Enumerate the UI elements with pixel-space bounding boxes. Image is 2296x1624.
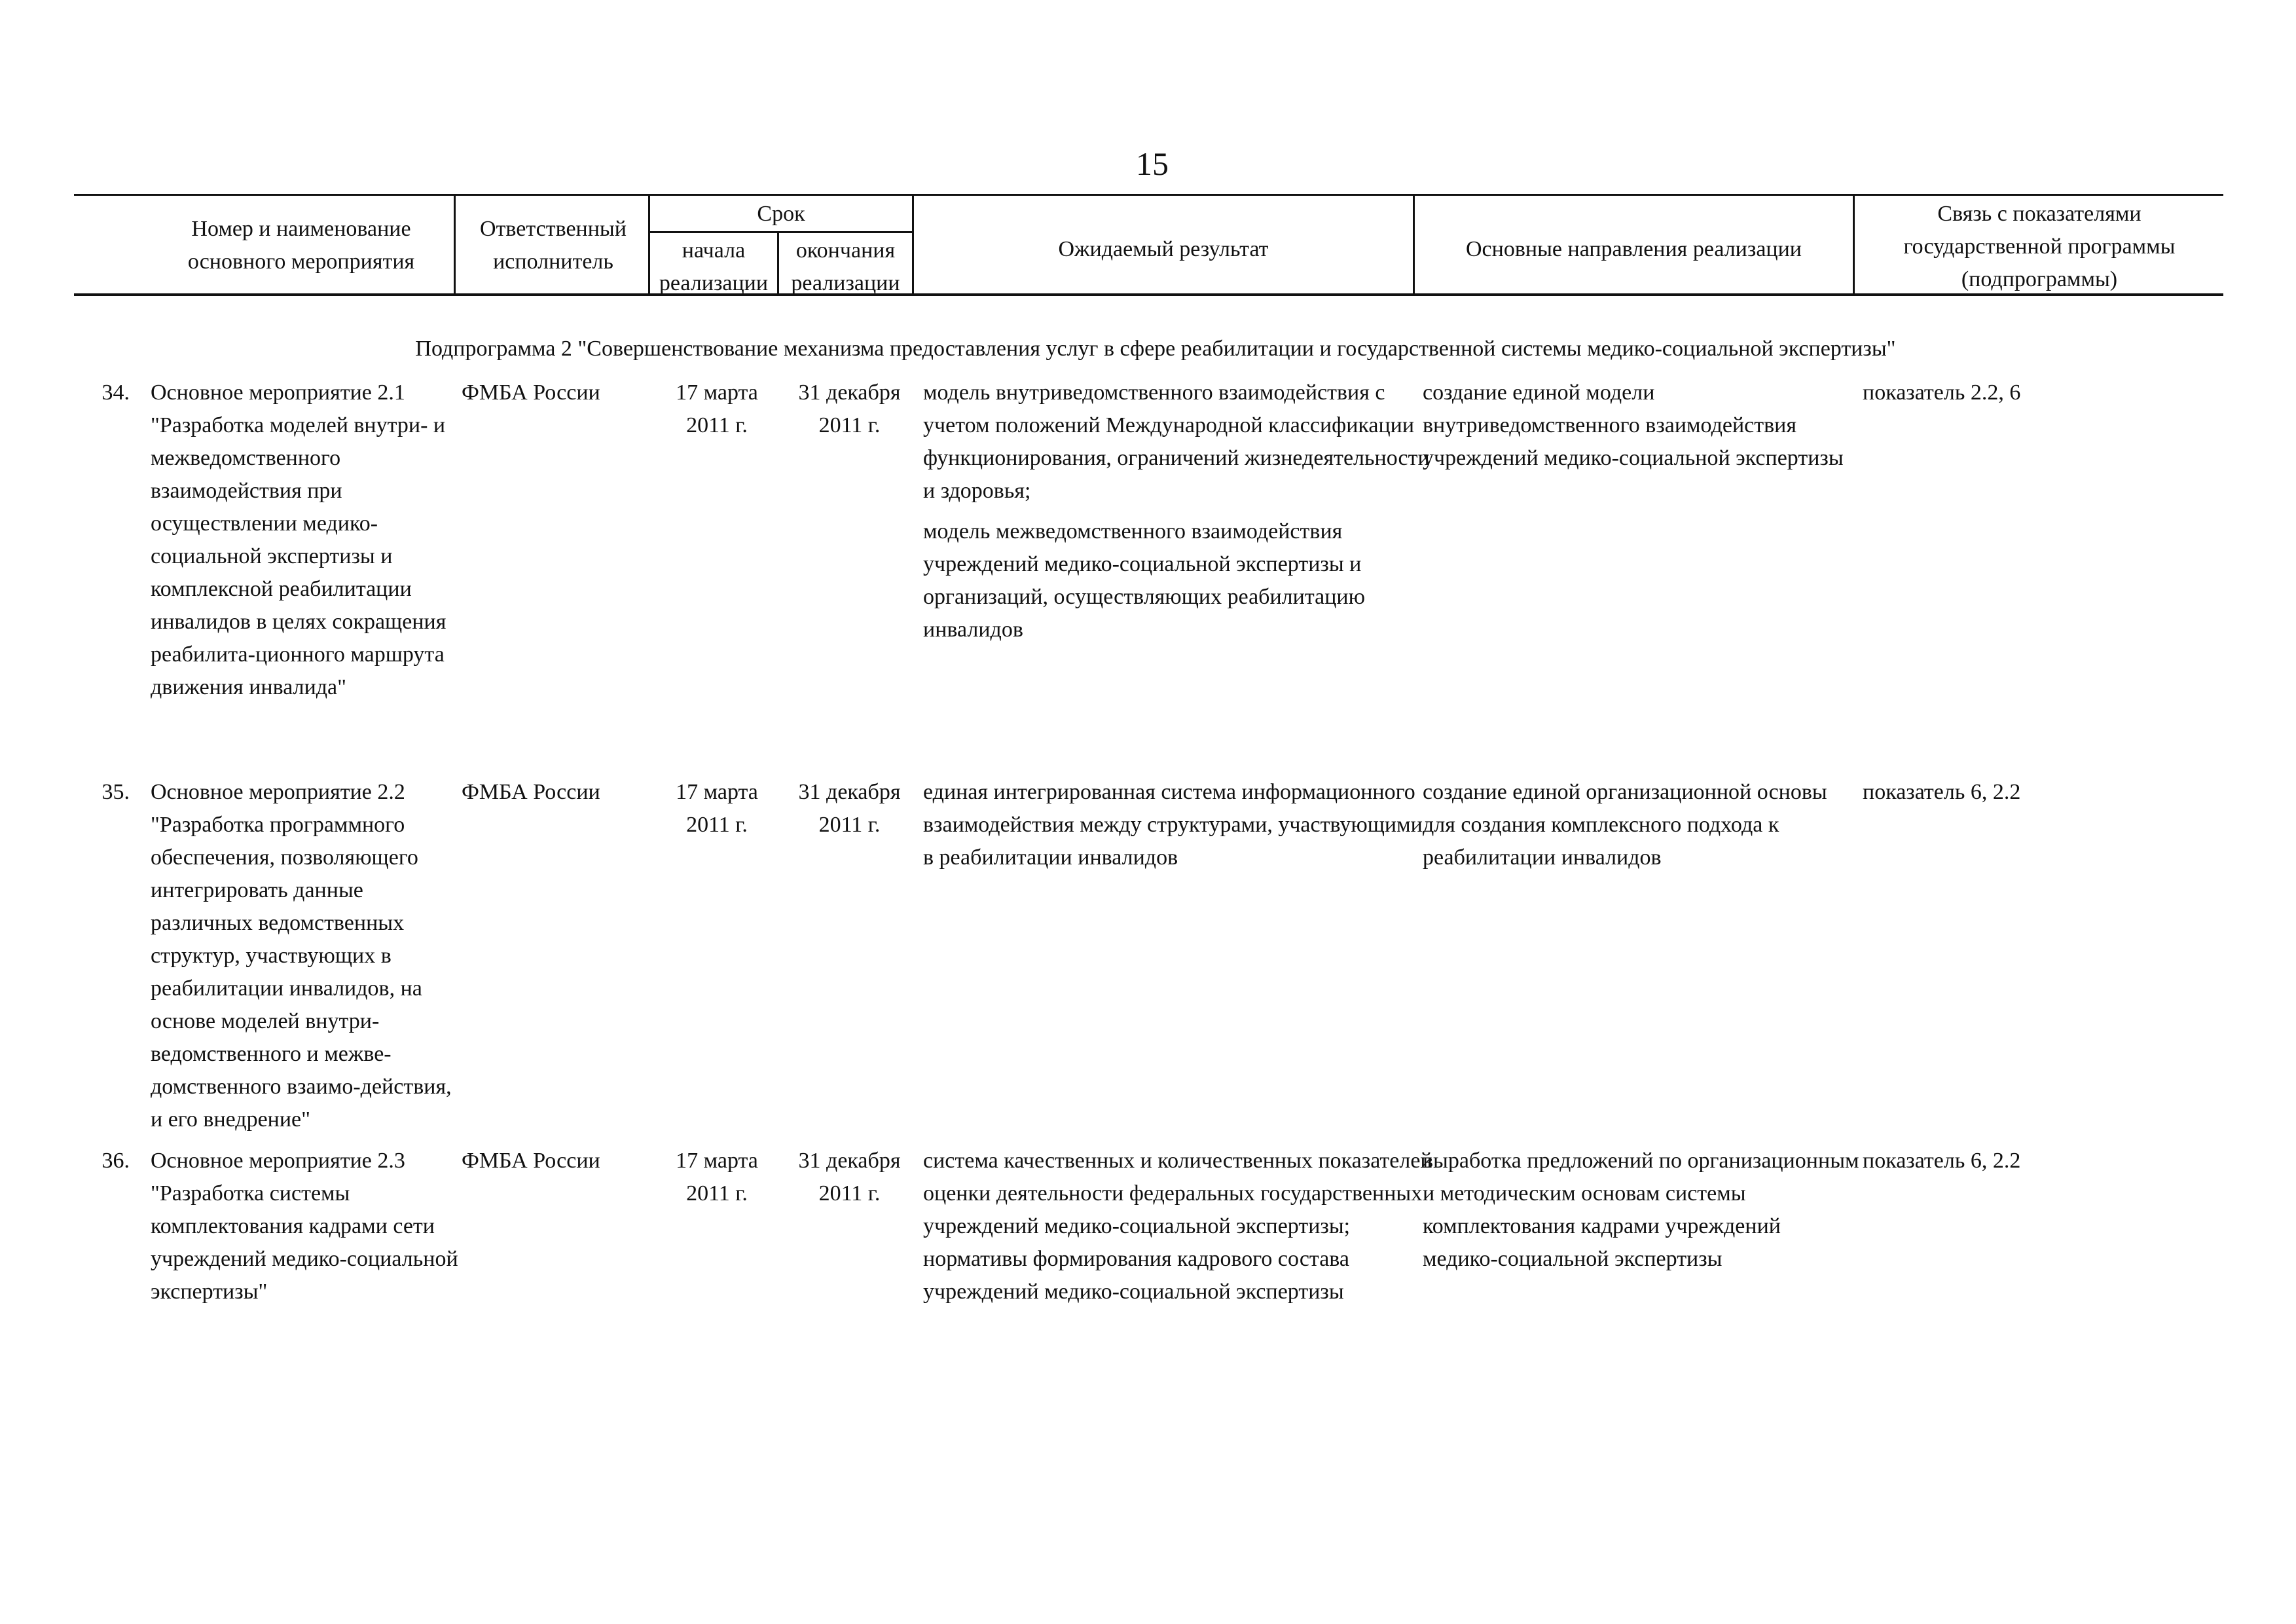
row-end: 31 декабря 2011 г. bbox=[798, 1149, 901, 1206]
header-link: Связь с показателями государственной программы (подпрограммы) bbox=[1903, 202, 2176, 291]
row-executor: ФМБА России bbox=[462, 1149, 600, 1173]
row-name: Основное мероприятие 2.1 "Разработка моделей внутри- и межведомственного взаимодействия при осуществлении медико-социальной экспертизы и комплексной реабилитации инвалидов в целях сокращения реабилита-ционного маршрута движения инвалида" bbox=[151, 380, 446, 699]
header-start: начала реализации bbox=[659, 238, 769, 295]
row-link: показатель 6, 2.2 bbox=[1863, 1149, 2021, 1173]
row-executor: ФМБА России bbox=[462, 380, 600, 405]
row-number: 35. bbox=[101, 780, 130, 804]
row-number: 34. bbox=[101, 380, 130, 405]
row-directions: выработка предложений по организационным и методическим основам системы комплектования кадрами учреждений медико-социальной экспертизы bbox=[1423, 1149, 1859, 1271]
header-executor: Ответственный исполнитель bbox=[480, 217, 627, 274]
row-link: показатель 6, 2.2 bbox=[1863, 780, 2021, 804]
header-result: Ожидаемый результат bbox=[1058, 237, 1269, 261]
row-result bbox=[923, 1145, 1434, 1308]
term-divider bbox=[648, 231, 913, 233]
row-executor: ФМБА России bbox=[462, 780, 600, 804]
result-item: система качественных и количественных показателей оценки деятельности федеральных государственных учреждений медико-социальной экспертизы; нормативы формирования кадрового состава учреждений медико-социальной экспертизы bbox=[923, 1149, 1432, 1304]
row-end: 31 декабря 2011 г. bbox=[798, 780, 901, 837]
header-top-rule bbox=[74, 194, 2223, 196]
row-start: 17 марта 2011 г. bbox=[676, 780, 758, 837]
row-directions: создание единой организационной основы для создания комплексного подхода к реабилитации инвалидов bbox=[1423, 780, 1827, 870]
row-start: 17 марта 2011 г. bbox=[676, 380, 758, 437]
row-result bbox=[923, 377, 1434, 646]
header-divider bbox=[1853, 195, 1855, 295]
row-start: 17 марта 2011 г. bbox=[676, 1149, 758, 1206]
result-item: модель внутриведомственного взаимодействия с учетом положений Международной классификации функционирования, ограничений жизнедеятельности и здоровья; bbox=[923, 380, 1430, 503]
header-directions: Основные направления реализации bbox=[1465, 237, 1802, 261]
header-number-name: Номер и наименование основного мероприятия bbox=[187, 217, 415, 274]
row-link: показатель 2.2, 6 bbox=[1863, 380, 2021, 405]
row-directions: создание единой модели внутриведомственного взаимодействия учреждений медико-социальной экспертизы bbox=[1423, 380, 1844, 470]
row-name: Основное мероприятие 2.2 "Разработка программного обеспечения, позволяющего интегрировать данные различных ведомственных структур, участвующих в реабилитации инвалидов, на основе моделей внутри-ведомственного и межве-домственного взаимо-действия, и его внедрение" bbox=[151, 780, 452, 1132]
header-term: Срок bbox=[757, 202, 805, 226]
header-divider bbox=[454, 195, 456, 295]
header-end: окончания реализации bbox=[791, 238, 900, 295]
row-end: 31 декабря 2011 г. bbox=[798, 380, 901, 437]
row-result bbox=[923, 776, 1434, 874]
row-name: Основное мероприятие 2.3 "Разработка системы комплектования кадрами сети учреждений медико-социальной экспертизы" bbox=[151, 1149, 458, 1304]
page-number: 15 bbox=[1136, 145, 1169, 182]
result-item: единая интегрированная система информационного взаимодействия между структурами, участвующими в реабилитации инвалидов bbox=[923, 780, 1423, 870]
subprogram-title: Подпрограмма 2 "Совершенствование механизма предоставления услуг в сфере реабилитации и государственной системы медико-социальной экспертизы" bbox=[415, 337, 1896, 361]
result-item: модель межведомственного взаимодействия учреждений медико-социальной экспертизы и организаций, осуществляющих реабилитацию инвалидов bbox=[923, 519, 1365, 642]
row-number: 36. bbox=[101, 1149, 130, 1173]
